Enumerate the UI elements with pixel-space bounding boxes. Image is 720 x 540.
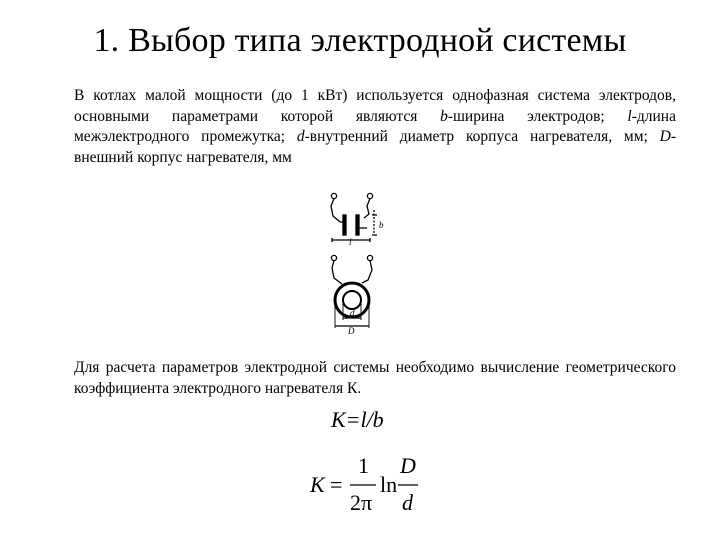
label-D: D [348, 326, 355, 334]
intro-text-4: -внутренний диаметр корпуса нагревателя, мм; [304, 128, 660, 145]
intro-paragraph [74, 86, 676, 168]
formula-numerator-1: 1 [358, 453, 369, 478]
formula-k-log [308, 452, 438, 518]
formula-ln: ln [380, 472, 398, 497]
calc-paragraph: Для расчета параметров электродной системы необходимо вычисление геометрического коэффициента электродного нагревателя К. [74, 359, 676, 397]
label-b: b [379, 220, 384, 230]
page-title: 1. Выбор типа электродной системы [93, 22, 627, 59]
formula-denominator-1: 2π [350, 490, 373, 515]
intro-text-3: -длина межэлектродного промежутка; [74, 107, 676, 145]
label-d: d [350, 308, 355, 318]
plate-electrodes-view [331, 193, 377, 242]
formula-k-ratio: К=l/b [331, 407, 384, 432]
intro-text-5: -внешний корпус нагревателя, мм [74, 128, 676, 166]
formula-numerator-2: D [400, 453, 416, 478]
var-d: d [296, 128, 305, 145]
formula-lhs: K [310, 472, 325, 497]
intro-text-2: -ширина электродов; [447, 107, 628, 125]
formula-equals: = [330, 472, 343, 497]
var-l: l [627, 107, 632, 125]
var-b: b [440, 107, 448, 125]
label-l: l [349, 237, 352, 247]
intro-text-1: В котлах малой мощности (до 1 кВт) используется однофазная система электродов, основными параметрами которой являются [74, 87, 676, 125]
var-D: D [659, 128, 671, 145]
electrode-diagram [312, 188, 392, 334]
formula-denominator-2: d [402, 490, 413, 515]
